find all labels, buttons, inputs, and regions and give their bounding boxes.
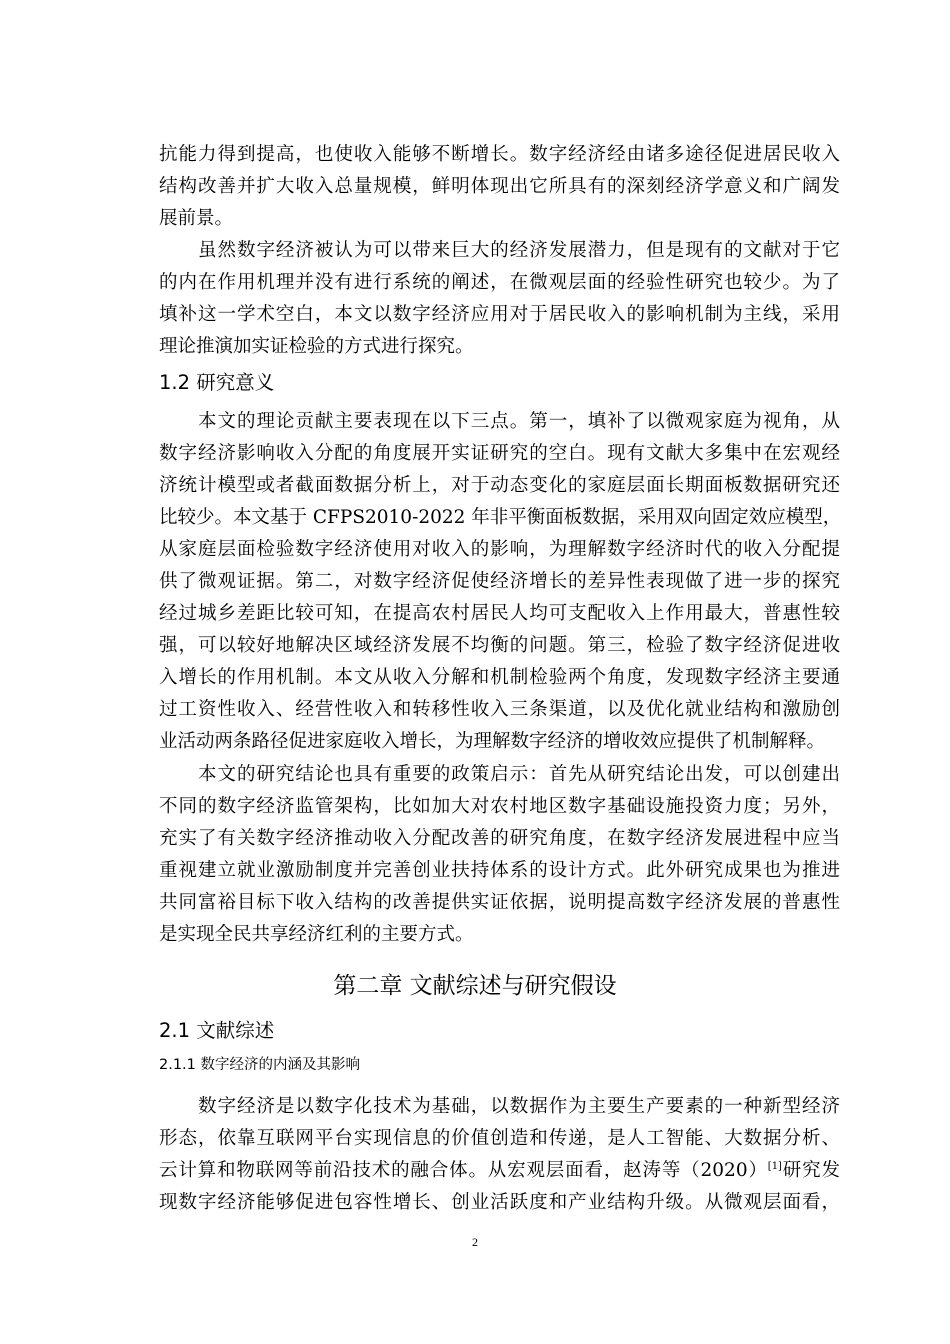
paragraph-line: 入增长的作用机制。本文从收入分解和机制检验两个角度，发现数字经济主要通 bbox=[159, 667, 840, 688]
chapter-title: 第二章 文献综述与研究假设 bbox=[333, 973, 617, 999]
subsection-heading: 2.1.1 数字经济的内涵及其影响 bbox=[159, 1057, 361, 1073]
paragraph-line: 填补这一学术空白，本文以数字经济应用对于居民收入的影响机制为主线，采用 bbox=[159, 304, 840, 325]
line-text: 云计算和物联网等前沿技术的融合体。从宏观层面看，赵涛等（2020） bbox=[159, 1160, 768, 1181]
page-number: 2 bbox=[472, 1235, 478, 1249]
paragraph-line: 本文的理论贡献主要表现在以下三点。第一，填补了以微观家庭为视角，从 bbox=[198, 411, 840, 432]
paragraph-line: 结构改善并扩大收入总量规模，鲜明体现出它所具有的深刻经济学意义和广阔发 bbox=[159, 176, 840, 197]
paragraph-line: 过工资性收入、经营性收入和转移性收入三条渠道，以及优化就业结构和激励创 bbox=[159, 699, 840, 720]
paragraph-line: 是实现全民共享经济红利的主要方式。 bbox=[159, 924, 474, 945]
paragraph-line: 现数字经济能够促进包容性增长、创业活跃度和产业结构升级。从微观层面看， bbox=[159, 1192, 840, 1213]
paragraph-line: 抗能力得到提高，也使收入能够不断增长。数字经济经由诸多途径促进居民收入 bbox=[159, 144, 840, 165]
paragraph-line: 数字经济是以数字化技术为基础，以数据作为主要生产要素的一种新型经济 bbox=[198, 1096, 840, 1117]
paragraph-line: 数字经济影响收入分配的角度展开实证研究的空白。现有文献大多集中在宏观经 bbox=[159, 443, 840, 464]
section-heading: 1.2 研究意义 bbox=[159, 371, 275, 394]
paragraph-line: 比较少。本文基于 CFPS2010-2022 年非平衡面板数据，采用双向固定效应模型， bbox=[159, 507, 842, 528]
paragraph-line: 强，可以较好地解决区域经济发展不均衡的问题。第三，检验了数字经济促进收 bbox=[159, 635, 840, 656]
paragraph-line: 共同富裕目标下收入结构的改善提供实证依据，说明提高数字经济发展的普惠性 bbox=[159, 892, 840, 913]
paragraph-line: 充实了有关数字经济推动收入分配改善的研究角度，在数字经济发展进程中应当 bbox=[159, 828, 840, 849]
paragraph-line: 理论推演加实证检验的方式进行探究。 bbox=[159, 336, 474, 357]
paragraph-line: 供了微观证据。第二，对数字经济促使经济增长的差异性表现做了进一步的探究 bbox=[159, 571, 840, 592]
paragraph-line: 济统计模型或者截面数据分析上，对于动态变化的家庭层面长期面板数据研究还 bbox=[159, 475, 840, 496]
paragraph-line: 业活动两条路径促进家庭收入增长，为理解数字经济的增收效应提供了机制解释。 bbox=[159, 731, 826, 752]
paragraph-line: 形态，依靠互联网平台实现信息的价值创造和传递，是人工智能、大数据分析、 bbox=[159, 1128, 840, 1149]
paragraph-line: 虽然数字经济被认为可以带来巨大的经济发展潜力，但是现有的文献对于它 bbox=[198, 240, 840, 261]
paragraph-line: 经过城乡差距比较可知，在提高农村居民人均可支配收入上作用最大，普惠性较 bbox=[159, 603, 840, 624]
paragraph-line: 的内在作用机理并没有进行系统的阐述，在微观层面的经验性研究也较少。为了 bbox=[159, 272, 840, 293]
paragraph-line bbox=[159, 1156, 840, 1186]
paragraph-line: 不同的数字经济监管架构，比如加大对农村地区数字基础设施投资力度；另外， bbox=[159, 796, 840, 817]
paragraph-line: 从家庭层面检验数字经济使用对收入的影响，为理解数字经济时代的收入分配提 bbox=[159, 539, 840, 560]
paragraph-line: 重视建立就业激励制度并完善创业扶持体系的设计方式。此外研究成果也为推进 bbox=[159, 860, 840, 881]
paragraph-line: 展前景。 bbox=[159, 208, 234, 229]
paragraph-line: 本文的研究结论也具有重要的政策启示：首先从研究结论出发，可以创建出 bbox=[198, 764, 840, 785]
citation-link[interactable]: [1] bbox=[767, 1160, 782, 1172]
line-text: 研究发 bbox=[781, 1160, 840, 1181]
section-heading: 2.1 文献综述 bbox=[159, 1019, 275, 1042]
